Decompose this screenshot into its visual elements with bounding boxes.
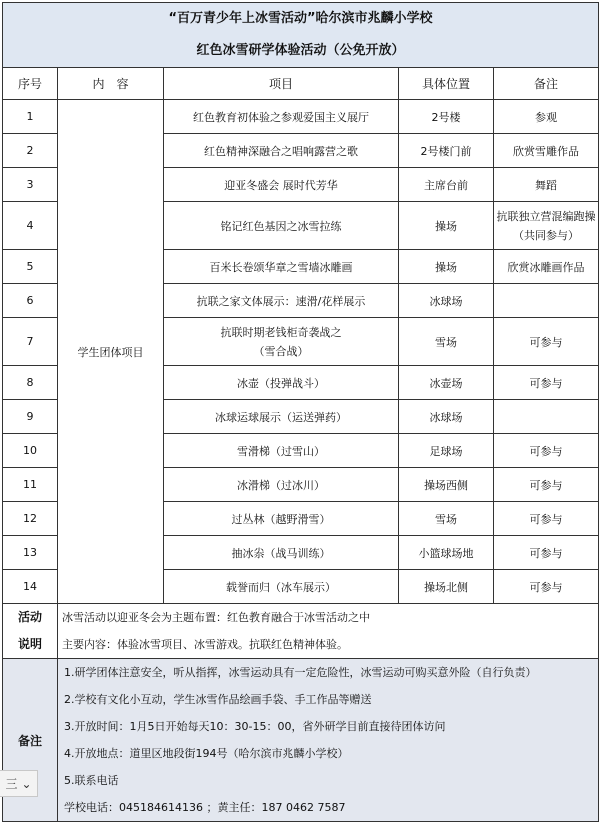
row-location: 2号楼门前 (399, 134, 494, 168)
title-block (3, 3, 599, 68)
row-remark: 可参与 (494, 366, 599, 400)
row-location: 操场 (399, 202, 494, 250)
row-location: 操场 (399, 250, 494, 284)
row-remark: 舞蹈 (494, 168, 599, 202)
row-item-line-1: 抗联时期老钱柜奇袭战之 (220, 325, 342, 339)
row-seq: 9 (3, 400, 58, 434)
content-group-cell (58, 100, 164, 604)
description-label-cell (3, 604, 58, 659)
title-line-1: “百万青少年上冰雪活动”哈尔滨市兆麟小学校 (168, 11, 433, 26)
row-remark: 可参与 (494, 502, 599, 536)
description-label-1: 活动 (17, 610, 42, 624)
row-location: 雪场 (399, 318, 494, 366)
note-line: 2.学校有文化小互动，学生冰雪作品绘画手袋、手工作品等赠送 (64, 693, 372, 706)
row-seq: 12 (3, 502, 58, 536)
row-item: 冰壶（投弹战斗） (164, 366, 399, 400)
schedule-table (2, 2, 599, 822)
description-text-cell (58, 604, 599, 659)
row-seq: 8 (3, 366, 58, 400)
header-remark: 备注 (494, 68, 599, 100)
title-line-2: 红色冰雪研学体验活动（公免开放） (196, 43, 405, 58)
row-location: 冰球场 (399, 284, 494, 318)
note-line: 4.开放地点：道里区地段街194号（哈尔滨市兆麟小学校） (64, 747, 349, 760)
description-label-2: 说明 (17, 637, 42, 651)
row-seq: 10 (3, 434, 58, 468)
row-item: 红色教育初体验之参观爱国主义展厅 (164, 100, 399, 134)
row-remark: 可参与 (494, 318, 599, 366)
row-remark: 欣赏冰雕画作品 (494, 250, 599, 284)
header-row (3, 68, 599, 100)
row-location: 操场西侧 (399, 468, 494, 502)
note-line: 学校电话：045184614136 ；黄主任：187 0462 7587 (64, 801, 346, 814)
row-remark: 可参与 (494, 434, 599, 468)
row-remark-line-1: 抗联独立营混编跑操 (496, 209, 596, 223)
content-group-label: 学生团体项目 (77, 345, 144, 359)
header-item: 项目 (164, 68, 399, 100)
row-seq: 13 (3, 536, 58, 570)
row-item: 冰球运球展示（运送弹药） (164, 400, 399, 434)
row-location: 主席台前 (399, 168, 494, 202)
row-remark (494, 202, 599, 250)
row-item: 冰滑梯（过冰川） (164, 468, 399, 502)
toolbar-toggle-button[interactable] (0, 770, 38, 797)
note-line: 3.开放时间：1月5日开始每天10：30-15：00，省外研学目前直接待团体访问 (64, 720, 446, 733)
row-seq: 4 (3, 202, 58, 250)
description-row (3, 604, 599, 659)
row-seq: 11 (3, 468, 58, 502)
notes-row (3, 659, 599, 822)
notes-cell (58, 659, 599, 822)
notes-label: 备注 (3, 659, 58, 822)
note-line: 5.联系电话 (64, 774, 119, 787)
row-item: 百米长卷颂华章之雪墙冰雕画 (164, 250, 399, 284)
table-row (3, 100, 599, 134)
chevron-down-icon: ⌄ (21, 776, 32, 791)
row-remark: 可参与 (494, 536, 599, 570)
row-item: 红色精神深融合之唱响露营之歌 (164, 134, 399, 168)
row-remark-line-2: （共同参与） (513, 228, 579, 242)
row-item: 迎亚冬盛会 展时代芳华 (164, 168, 399, 202)
row-item (164, 318, 399, 366)
row-location: 冰球场 (399, 400, 494, 434)
description-line-1: 冰雪活动以迎亚冬会为主题布置：红色教育融合于冰雪活动之中 (62, 611, 370, 624)
row-location: 小篮球场地 (399, 536, 494, 570)
row-remark: 可参与 (494, 468, 599, 502)
note-line: 1.研学团体注意安全，听从指挥，冰雪运动具有一定危险性，冰雪运动可购买意外险（自行负责） (64, 666, 537, 679)
row-seq: 7 (3, 318, 58, 366)
row-item: 抗联之家文体展示：速滑/花样展示 (164, 284, 399, 318)
row-remark (494, 284, 599, 318)
header-seq: 序号 (3, 68, 58, 100)
row-item: 载誉而归（冰车展示） (164, 570, 399, 604)
row-item: 雪滑梯（过雪山） (164, 434, 399, 468)
row-location: 冰壶场 (399, 366, 494, 400)
row-seq: 3 (3, 168, 58, 202)
row-location: 2号楼 (399, 100, 494, 134)
row-item: 过丛林（越野滑雪） (164, 502, 399, 536)
row-location: 操场北侧 (399, 570, 494, 604)
row-seq: 14 (3, 570, 58, 604)
header-location: 具体位置 (399, 68, 494, 100)
menu-icon: 三 (5, 777, 18, 791)
header-content: 内 容 (58, 68, 164, 100)
row-remark (494, 400, 599, 434)
row-location: 雪场 (399, 502, 494, 536)
row-item: 铭记红色基因之冰雪拉练 (164, 202, 399, 250)
row-remark: 欣赏雪雕作品 (494, 134, 599, 168)
row-remark: 可参与 (494, 570, 599, 604)
row-seq: 5 (3, 250, 58, 284)
row-item: 抽冰尜（战马训练） (164, 536, 399, 570)
row-location: 足球场 (399, 434, 494, 468)
description-line-2: 主要内容：体验冰雪项目、冰雪游戏。抗联红色精神体验。 (62, 638, 348, 651)
row-remark: 参观 (494, 100, 599, 134)
row-seq: 6 (3, 284, 58, 318)
row-item-line-2: （雪合战） (253, 344, 309, 358)
row-seq: 2 (3, 134, 58, 168)
row-seq: 1 (3, 100, 58, 134)
